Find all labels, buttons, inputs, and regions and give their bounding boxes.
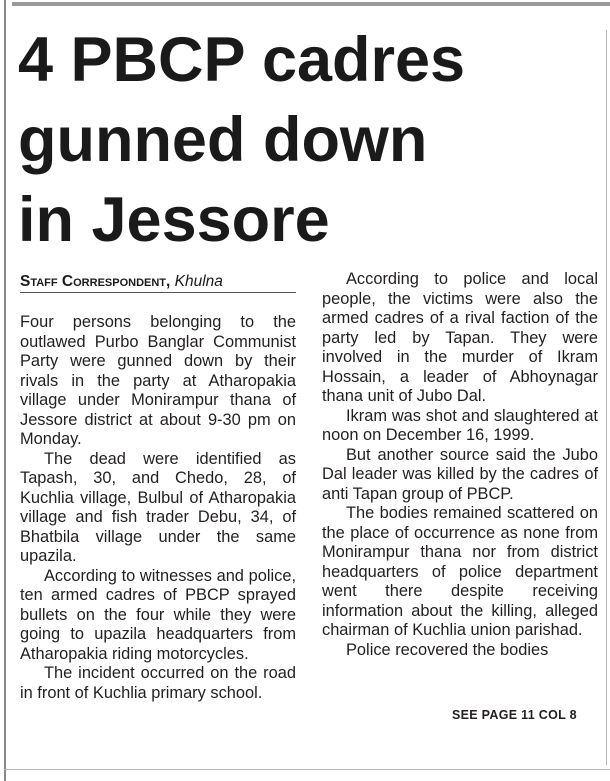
headline-line-2: gunned down [18,105,428,175]
article-column-left [20,313,296,703]
article-paragraph: But another source said the Jubo Dal leader was killed by the cadres of anti Tapan group of PBCP. [322,445,598,503]
top-border-rule [12,2,610,6]
headline-line-1: 4 PBCP cadres [18,25,466,95]
article-paragraph: According to witnesses and police, ten armed cadres of PBCP sprayed bullets on the four while they were going to upazila headquarters from Atharopakia riding motorcycles. [20,566,296,663]
article-paragraph: The bodies remained scattered on the place of occurrence as none from Monirampur thana nor from district headquarters of police department went there despite receiving information about the killing, alleged chairman of Kuchlia union parishad. [322,504,598,639]
article-paragraph: Police recovered the bodies [346,640,549,659]
article-paragraph: According to police and local people, the victims were also the armed cadres of a rival faction of the party led by Tapan. They were involved in the murder of Ikram Hossain, a leader of Abhoynagar thana unit of Jubo Dal. [322,270,598,405]
article-paragraph: Ikram was shot and slaughtered at noon on December 16, 1999. [322,406,598,444]
byline-author: Staff Correspondent, [20,273,171,290]
article-paragraph: The dead were identified as Tapash, 30, and Chedo, 28, of Kuchlia village, Bulbul of Atharopakia village and fish trader Debu, 34, of Bhatbila village under the same upazila. [20,449,296,565]
byline [20,273,296,293]
article-paragraph: Four persons belonging to the outlawed Purbo Banglar Communist Party were gunned down by their rivals in the party at Atharopakia village under Monirampur thana of Jessore district at about 9-30 pm on Monday. [20,313,296,448]
byline-location: Khulna [174,273,223,290]
headline-line-3: in Jessore [18,185,330,255]
article-paragraph: The incident occurred on the road in front of Kuchlia primary school. [20,664,296,702]
headline [18,20,603,260]
bottom-border-rule [4,769,610,770]
right-border-rule [606,30,607,765]
left-border-rule [4,0,6,781]
article-column-right [322,270,598,660]
continuation-jump-line: SEE PAGE 11 COL 8 [452,708,577,722]
